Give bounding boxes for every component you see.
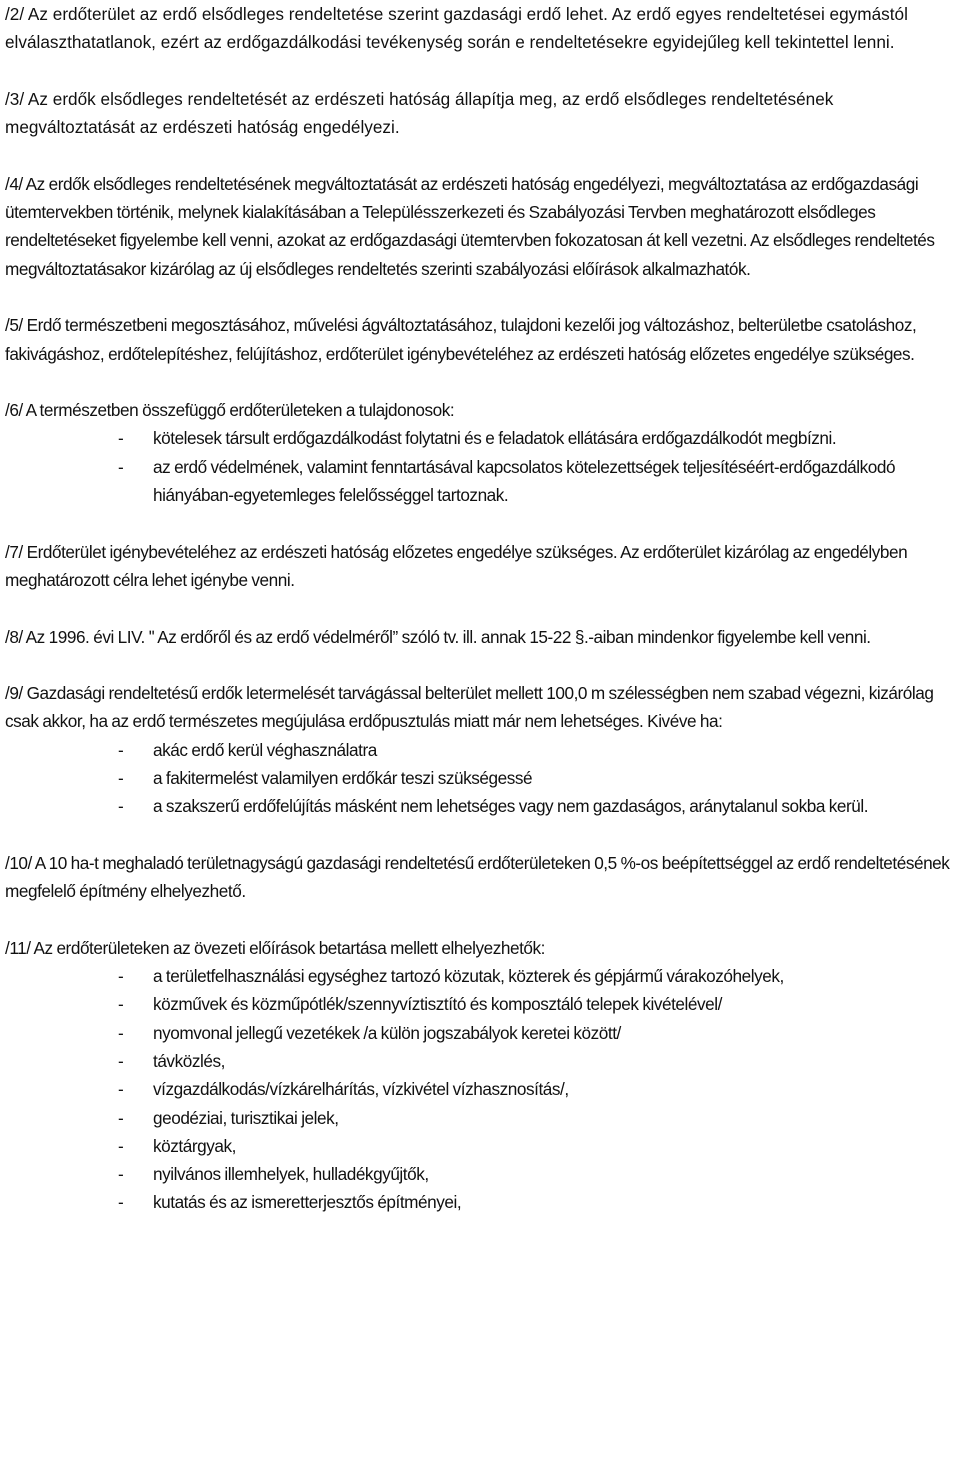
list-item-text: a területfelhasználási egységhez tartozó közutak, közterek és gépjármű várakozóhelyek, [153,966,784,987]
list-dash: - [118,1107,124,1128]
paragraph-gap [5,651,957,679]
list-item-text: az erdő védelmének, valamint fenntartásával kapcsolatos kötelezettségek teljesítéséért-erdőgazdálkodó hiányában-egyetemleges felelősséggel tartoznak. [153,456,896,506]
list-dash: - [118,994,124,1015]
paragraph-9: /9/ Gazdasági rendeltetésű erdők letermelését tarvágással belterület mellett 100,0 m szélességben nem szabad végezni, kizárólag csak akkor, ha az erdő természetes megújulása erdőpusztulás miatt már nem lehetséges. Kivéve ha: [5,683,934,732]
list-dash: - [118,456,124,477]
list-item [5,1104,957,1132]
list-item-text: kutatás és az ismeretterjesztős építményei, [153,1192,462,1213]
list-item [5,1160,957,1188]
list-item [5,990,957,1018]
list-dash: - [118,1164,124,1185]
paragraph-gap [5,821,957,849]
list-dash: - [118,1192,124,1213]
list-dash: - [118,428,124,449]
list-item [5,1047,957,1075]
list-item-text: távközlés, [153,1050,225,1071]
paragraph-3: /3/ Az erdők elsődleges rendeltetését az erdészeti hatóság állapítja meg, az erdő elsődleges rendeltetésének megváltoztatását az erdészeti hatóság engedélyezi. [5,88,834,138]
paragraph-11-list [5,962,957,1217]
list-dash: - [118,1050,124,1071]
list-item-text: nyilvános illemhelyek, hulladékgyűjtők, [153,1164,429,1185]
paragraph-9-list [5,736,957,821]
paragraph-8: /8/ Az 1996. évi LIV. ʹʹ Az erdőről és az erdő védelméről” szóló tv. ill. annak 15-22 §.-aiban mindenkor figyelembe kell venni. [5,626,871,647]
paragraph-10: /10/ A 10 ha-t meghaladó területnagyságú gazdasági rendeltetésű erdőterületeken 0,5 %-os beépítettséggel az erdő rendeltetésének megfelelő építmény elhelyezhető. [5,852,950,902]
list-item [5,1132,957,1160]
list-item-text: közművek és közműpótlék/szennyvíztisztító és komposztáló telepek kivételével/ [153,994,722,1015]
list-item-text: a fakitermelést valamilyen erdőkár teszi szükségessé [153,768,533,789]
list-dash: - [118,1079,124,1100]
list-item-text: vízgazdálkodás/vízkárelhárítás, vízkivétel vízhasznosítás/, [153,1079,569,1100]
list-item-text: köztárgyak, [153,1135,236,1156]
list-dash: - [118,796,124,817]
list-dash: - [118,768,124,789]
list-item-text: a szakszerű erdőfelújítás másként nem lehetséges vagy nem gazdaságos, aránytalanul sokba kerül. [153,796,869,817]
list-item [5,962,957,990]
list-item [5,1188,957,1216]
list-item [5,764,957,792]
document-page [5,0,957,1217]
list-item-text: geodéziai, turisztikai jelek, [153,1107,339,1128]
list-dash: - [118,1022,124,1043]
paragraph-gap [5,57,957,85]
paragraph-5: /5/ Erdő természetbeni megosztásához, művelési ágváltoztatásához, tulajdoni kezelői jog változáshoz, belterületbe csatoláshoz, fakivágáshoz, erdőtelepítéshez, felújításhoz, erdőterület igénybevételéhez az erdészeti hatóság előzetes engedélye szükséges. [5,315,917,364]
list-item [5,453,957,510]
paragraph-6: /6/ A természetben összefüggő erdőterületeken a tulajdonosok: [5,400,455,421]
paragraph-gap [5,368,957,396]
paragraph-gap [5,906,957,934]
paragraph-6-list [5,424,957,509]
list-item-text: kötelesek társult erdőgazdálkodást folytatni és e feladatok ellátására erdőgazdálkodót megbízni. [153,428,837,449]
paragraph-11: /11/ Az erdőterületeken az övezeti előírások betartása mellett elhelyezhetők: [5,937,546,958]
paragraph-gap [5,141,957,169]
paragraph-4: /4/ Az erdők elsődleges rendeltetésének megváltoztatását az erdészeti hatóság engedélyezi, megváltoztatása az erdőgazdasági ütemtervekben történik, melynek kialakításában a Településszerkezeti és Szabályozási Tervben meghatározott elsődleges rendeltetéseket figyelembe kell venni, azokat az erdőgazdasági ütemtervben fokozatosan át kell vezetni. Az elsődleges rendeltetés megváltoztatásakor kizárólag az új elsődleges rendeltetés szerinti szabályozási előírások alkalmazhatók. [5,173,935,279]
list-item [5,1075,957,1103]
list-item [5,792,957,820]
list-item [5,736,957,764]
list-dash: - [118,739,124,760]
list-item-text: akác erdő kerül véghasználatra [153,739,377,760]
list-dash: - [118,1135,124,1156]
paragraph-gap [5,509,957,537]
paragraph-7: /7/ Erdőterület igénybevételéhez az erdészeti hatóság előzetes engedélye szükséges. Az erdőterület kizárólag az engedélyben meghatározott célra lehet igénybe venni. [5,541,908,590]
list-dash: - [118,966,124,987]
paragraph-gap [5,594,957,622]
list-item [5,424,957,452]
list-item-text: nyomvonal jellegű vezetékek /a külön jogszabályok keretei között/ [153,1022,621,1043]
paragraph-gap [5,283,957,311]
list-item [5,1019,957,1047]
paragraph-2: /2/ Az erdőterület az erdő elsődleges rendeltetése szerint gazdasági erdő lehet. Az erdő egyes rendeltetései egymástól elválaszthatatlanok, ezért az erdőgazdálkodási tevékenység során e rendeltetésekre egyidejűleg kell tekintettel lenni. [5,4,908,53]
